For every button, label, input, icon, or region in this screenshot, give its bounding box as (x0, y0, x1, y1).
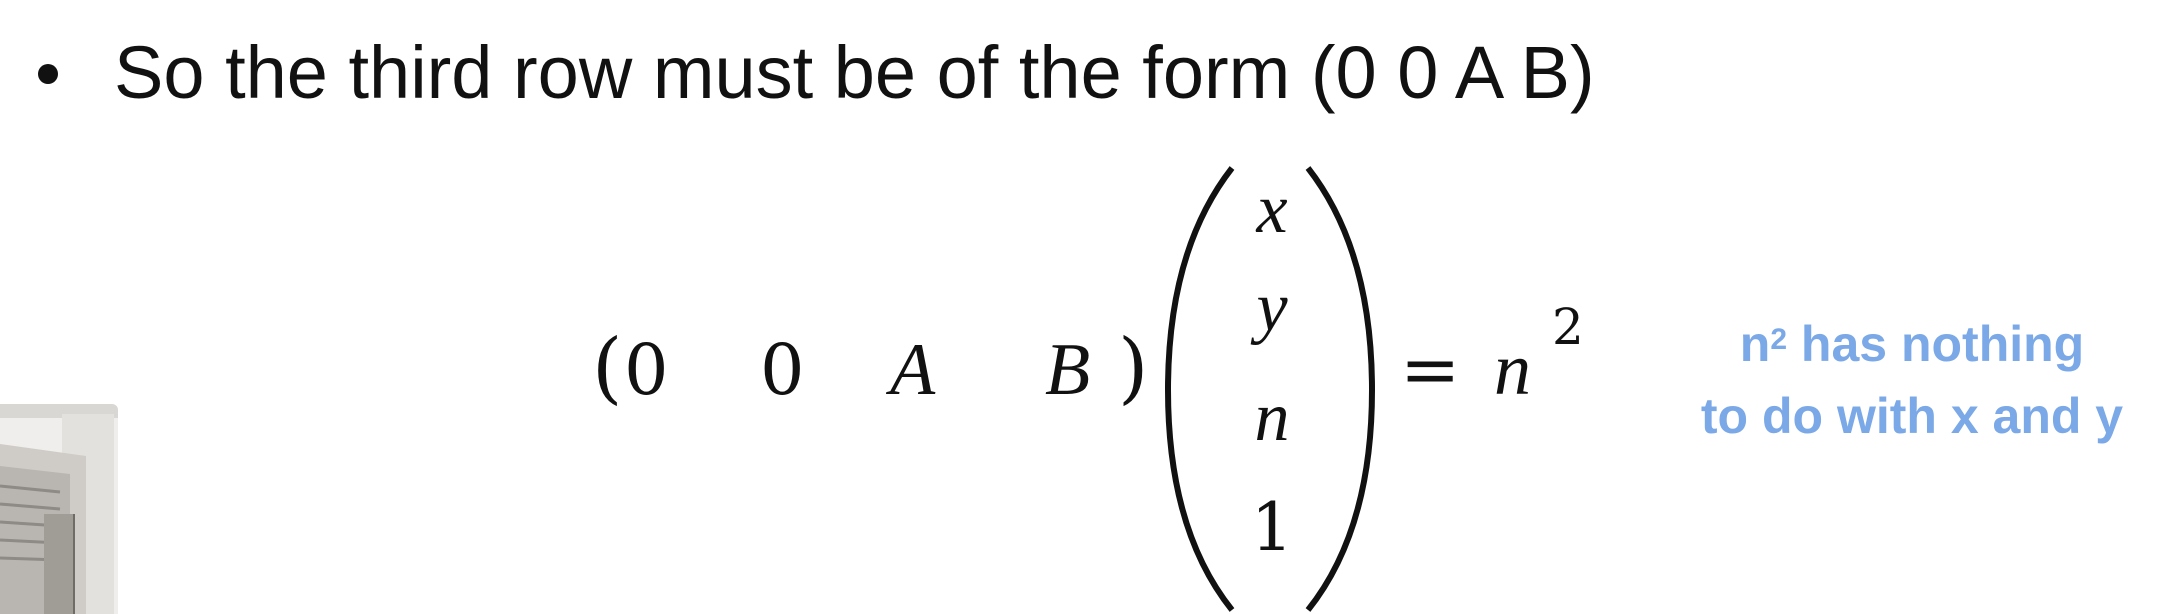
annotation-line-1 (1652, 308, 2172, 380)
column-entry-4: 1 (1251, 489, 1293, 566)
annotation-n: n (1739, 316, 1771, 372)
bullet-text: So the third row must be of the form (0 0 A B) (114, 30, 1595, 114)
rhs-exponent: 2 (1552, 298, 1584, 356)
equals-sign: = (1400, 327, 1461, 411)
annotation-rest: has nothing (1787, 316, 2085, 372)
side-annotation (1652, 308, 2172, 452)
column-entry-3: n (1254, 379, 1290, 456)
column-vector-right-paren (1308, 168, 1372, 610)
column-entry-1: x (1256, 171, 1288, 248)
column-vector-left-paren (1168, 168, 1232, 610)
rhs-base: n (1494, 329, 1531, 411)
annotation-sup: 2 (1770, 323, 1788, 356)
row-entry-3: A (890, 329, 936, 411)
row-vector-open-paren: ( (592, 323, 623, 413)
annotation-line-2: to do with x and y (1700, 388, 2124, 444)
row-vector-close-paren: ) (1118, 323, 1149, 413)
column-entry-2: y (1256, 269, 1288, 346)
row-entry-2: 0 (760, 329, 805, 411)
row-entry-1: 0 (624, 329, 669, 411)
row-entry-4: B (1045, 329, 1091, 411)
webcam-thumbnail-icon (0, 404, 118, 614)
